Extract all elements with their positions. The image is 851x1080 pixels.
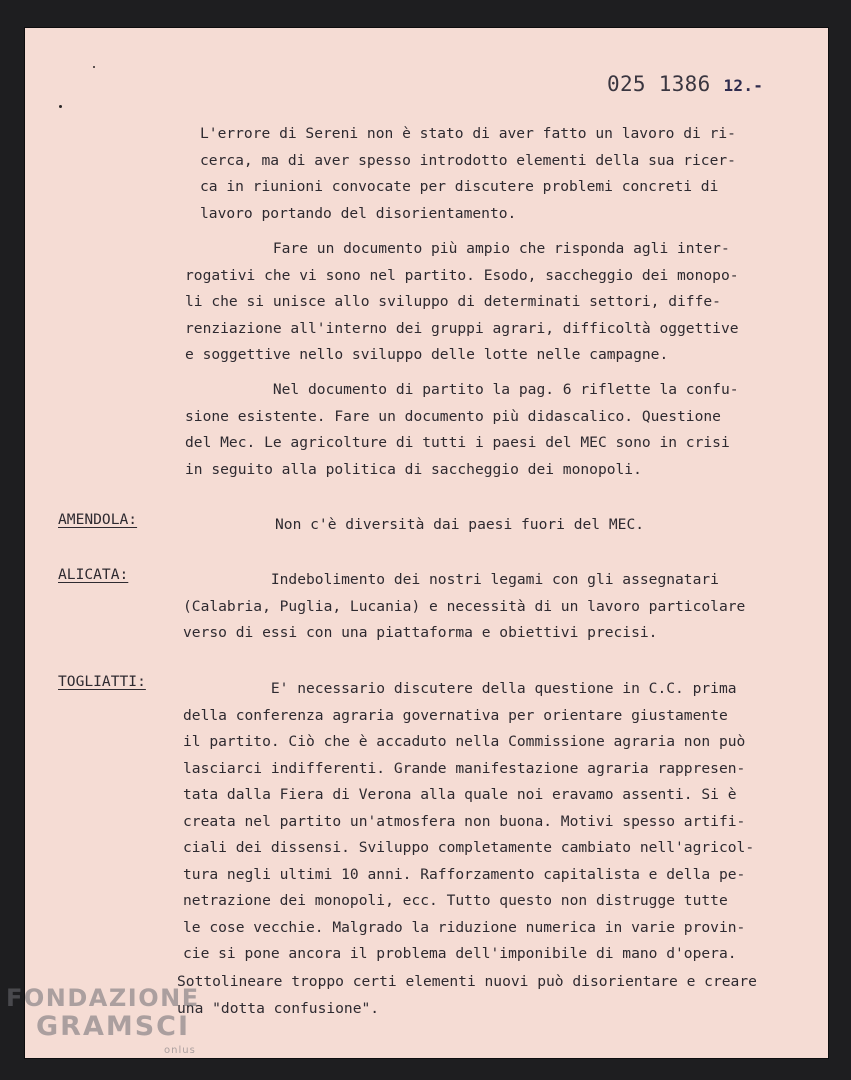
statement-alicata: Indebolimento dei nostri legami con gli assegnatari (Calabria, Puglia, Lucania) e necessità di un lavoro particolare verso di essi con una piattaforma e obiettivi precisi. <box>183 571 746 641</box>
foundation-watermark <box>6 984 200 1056</box>
archive-number <box>607 72 763 96</box>
speaker-amendola: AMENDOLA: <box>58 511 138 528</box>
watermark-line-1: FONDAZIONE <box>6 984 200 1012</box>
paper-speck <box>59 105 62 108</box>
paragraph-documento: Fare un documento più ampio che risponda agli inter- rogativi che vi sono nel partito. Esodo, saccheggio dei monopo- li che si unisce allo sviluppo di determinati settori, diffe- renziazione all'interno dei gruppi agrari, difficoltà oggettive e soggettive nello sviluppo delle lotte nelle campagne. <box>185 240 739 363</box>
statement-togliatti: E' necessario discutere della questione in C.C. prima della conferenza agraria governativa per orientare giustamente il partito. Ciò che è accaduto nella Commissione agraria non può lasciarci indifferenti. Grande manifestazione agraria rappresen- tata dalla Fiera di Verona alla quale noi eravamo assenti. Si è creata nel partito un'atmosfera non buona. Motivi spesso artifi- ciali dei dissensi. Sviluppo completamente cambiato nell'agricol- tura negli ultimi 10 anni. Rafforzamento capitalista e della pe- netrazione dei monopoli, ecc. Tutto questo non distrugge tutte le cose vecchie. Malgrado la riduzione numerica in varie provin- cie si pone ancora il problema dell'imponibile di mano d'opera. <box>183 680 755 962</box>
page-number-mark: 12.- <box>723 76 764 95</box>
statement-amendola: Non c'è diversità dai paesi fuori del MEC. <box>275 516 645 533</box>
paragraph-sereni: L'errore di Sereni non è stato di aver fatto un lavoro di ri- cerca, ma di aver spesso introdotto elementi della sua ricer- ca in riunioni convocate per discutere problemi concreti di lavoro portando del disorientamento. <box>200 125 736 222</box>
speaker-togliatti: TOGLIATTI: <box>58 673 146 690</box>
watermark-line-3: onlus <box>164 1045 196 1056</box>
document-page <box>25 28 828 1058</box>
speaker-alicata: ALICATA: <box>58 566 129 583</box>
statement-togliatti-closing: Sottolineare troppo certi elementi nuovi può disorientare e creare una "dotta confusione". <box>177 973 757 1017</box>
paragraph-mec: Nel documento di partito la pag. 6 riflette la confu- sione esistente. Fare un documento più didascalico. Questione del Mec. Le agricolture di tutti i paesi del MEC sono in crisi in seguito alla politica di saccheggio dei monopoli. <box>185 381 739 478</box>
paper-speck <box>93 66 95 68</box>
archive-number-stamp: 025 1386 <box>607 72 711 96</box>
watermark-line-2: GRAMSCI <box>36 1011 191 1042</box>
